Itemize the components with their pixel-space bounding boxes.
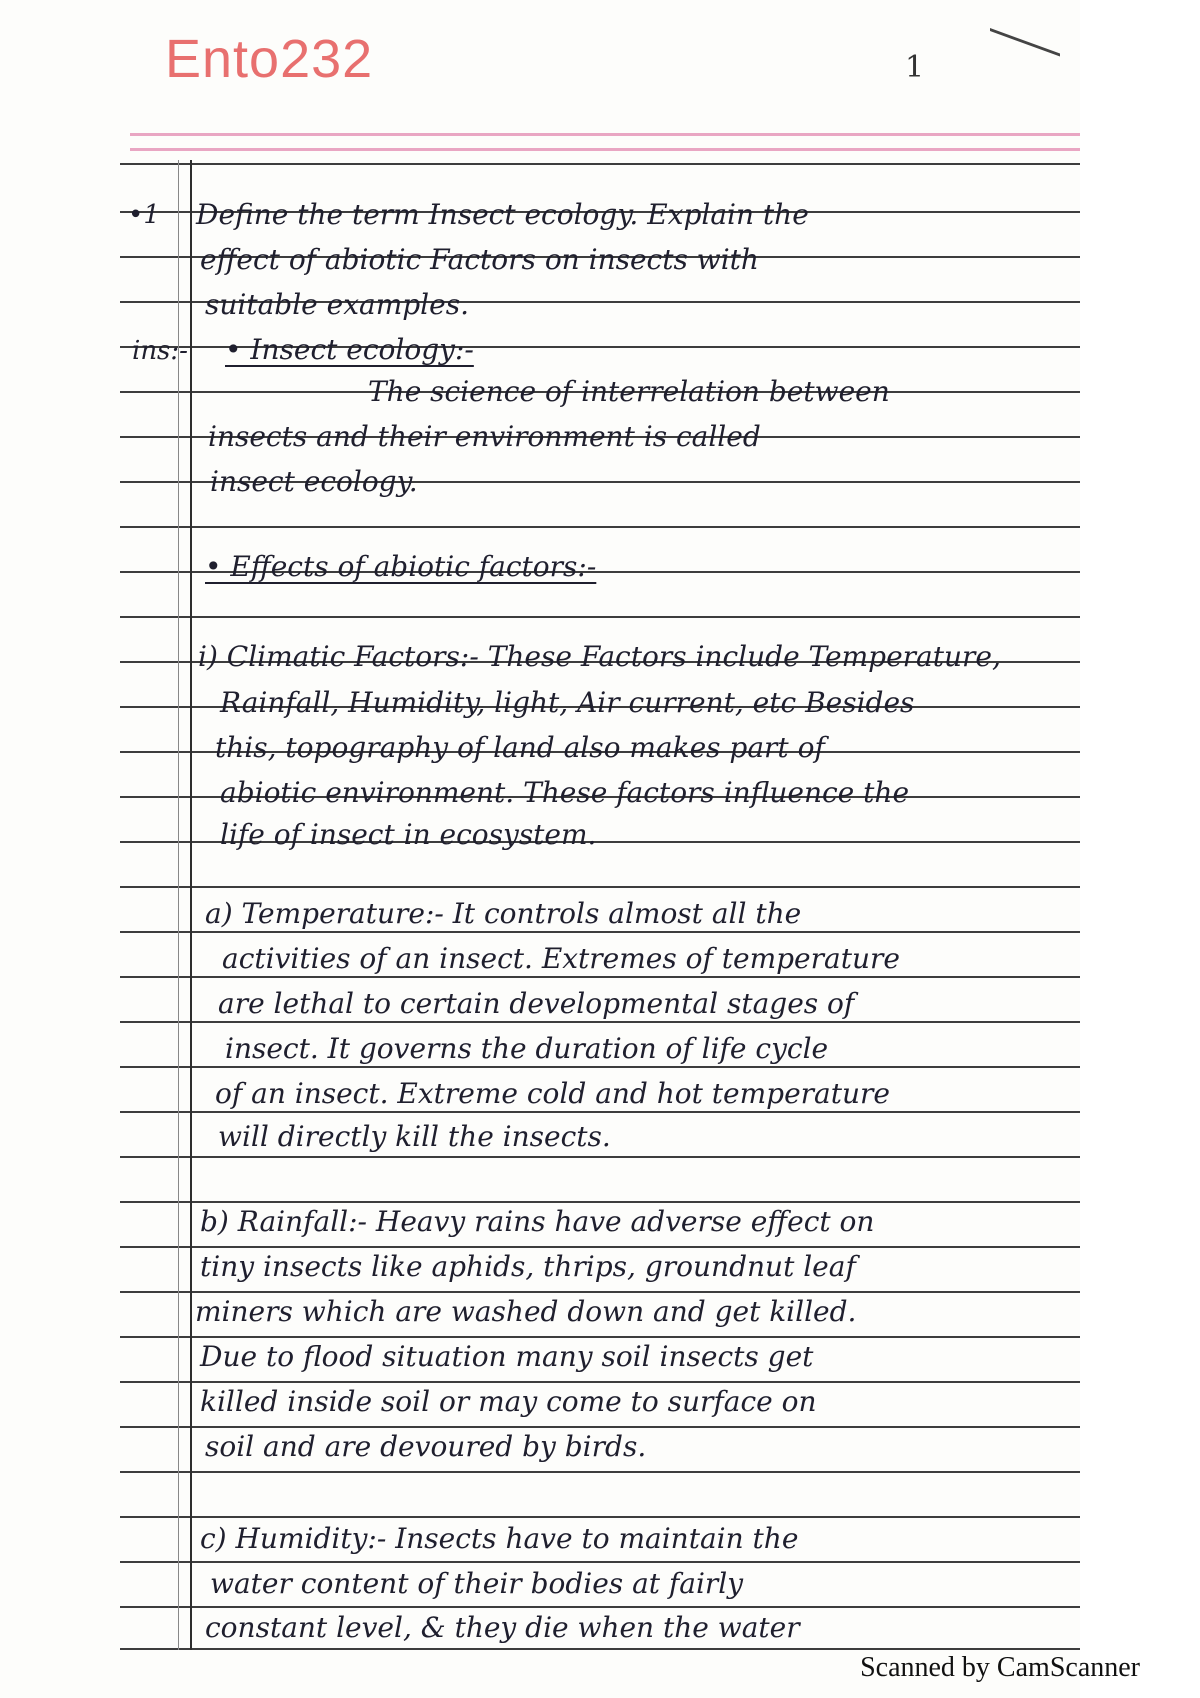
climatic-line: i) Climatic Factors:- These Factors include Temperature, [198,640,1001,673]
ruled-line [120,976,1080,978]
ruled-line [120,1648,1080,1650]
definition-line: The science of interrelation between [368,375,890,408]
insect-ecology-heading: • Insect ecology:- [225,333,474,366]
rainfall-line: soil and are devoured by birds. [205,1430,647,1463]
header-band [130,133,1080,151]
question-line: effect of abiotic Factors on insects with [200,243,759,276]
ruled-line [120,1336,1080,1338]
course-code-title: Ento232 [165,29,374,89]
rainfall-line: miners which are washed down and get killed. [195,1295,857,1328]
temperature-line: insect. It governs the duration of life cycle [225,1032,829,1065]
ruled-line [120,886,1080,888]
climatic-line: life of insect in ecosystem. [220,818,597,851]
ruled-line [120,1471,1080,1473]
ruled-line [120,1021,1080,1023]
temperature-line: a) Temperature:- It controls almost all the [205,897,802,930]
question-line: suitable examples. [205,288,469,321]
scanner-watermark: Scanned by CamScanner [860,1652,1140,1683]
humidity-line: c) Humidity:- Insects have to maintain the [200,1522,799,1555]
ruled-line [120,1516,1080,1518]
rainfall-line: Due to flood situation many soil insects get [200,1340,814,1373]
rainfall-line: killed inside soil or may come to surface on [200,1385,817,1418]
abiotic-factors-heading: • Effects of abiotic factors:- [205,550,597,583]
definition-line: insect ecology. [210,465,418,498]
ruled-line [120,1606,1080,1608]
humidity-line: water content of their bodies at fairly [210,1567,744,1600]
ruled-line [120,616,1080,618]
ruled-line [120,1156,1080,1158]
temperature-line: of an insect. Extreme cold and hot temperature [215,1077,890,1110]
ruled-line [120,931,1080,933]
temperature-line: are lethal to certain developmental stages of [218,987,855,1020]
rainfall-line: b) Rainfall:- Heavy rains have adverse effect on [200,1205,875,1238]
ruled-line [120,1291,1080,1293]
ruled-line [120,1111,1080,1113]
ruled-line [120,1561,1080,1563]
climatic-line: abiotic environment. These factors influence the [220,776,910,809]
climatic-line: this, topography of land also makes part of [215,731,825,764]
page-number: 1 [905,50,925,85]
margin-line [190,160,192,1650]
ruled-line [120,1426,1080,1428]
ruled-line [120,1201,1080,1203]
temperature-line: will directly kill the insects. [218,1120,611,1153]
ruled-line [120,1066,1080,1068]
question-number: •1 [128,200,160,230]
rainfall-line: tiny insects like aphids, thrips, groundnut leaf [200,1250,856,1283]
answer-marker: ins:- [132,336,188,366]
temperature-line: activities of an insect. Extremes of temperature [222,942,900,975]
question-line: Define the term Insect ecology. Explain the [196,198,809,231]
ruled-line [120,163,1080,165]
ruled-line [120,526,1080,528]
humidity-line: constant level, & they die when the water [205,1611,800,1644]
paper-edge [1080,0,1200,1698]
ruled-line [120,1246,1080,1248]
ruled-line [120,1381,1080,1383]
corner-pen-mark [990,0,1060,56]
definition-line: insects and their environment is called [208,420,761,453]
climatic-line: Rainfall, Humidity, light, Air current, etc Besides [220,686,915,719]
margin-line [178,160,179,1650]
